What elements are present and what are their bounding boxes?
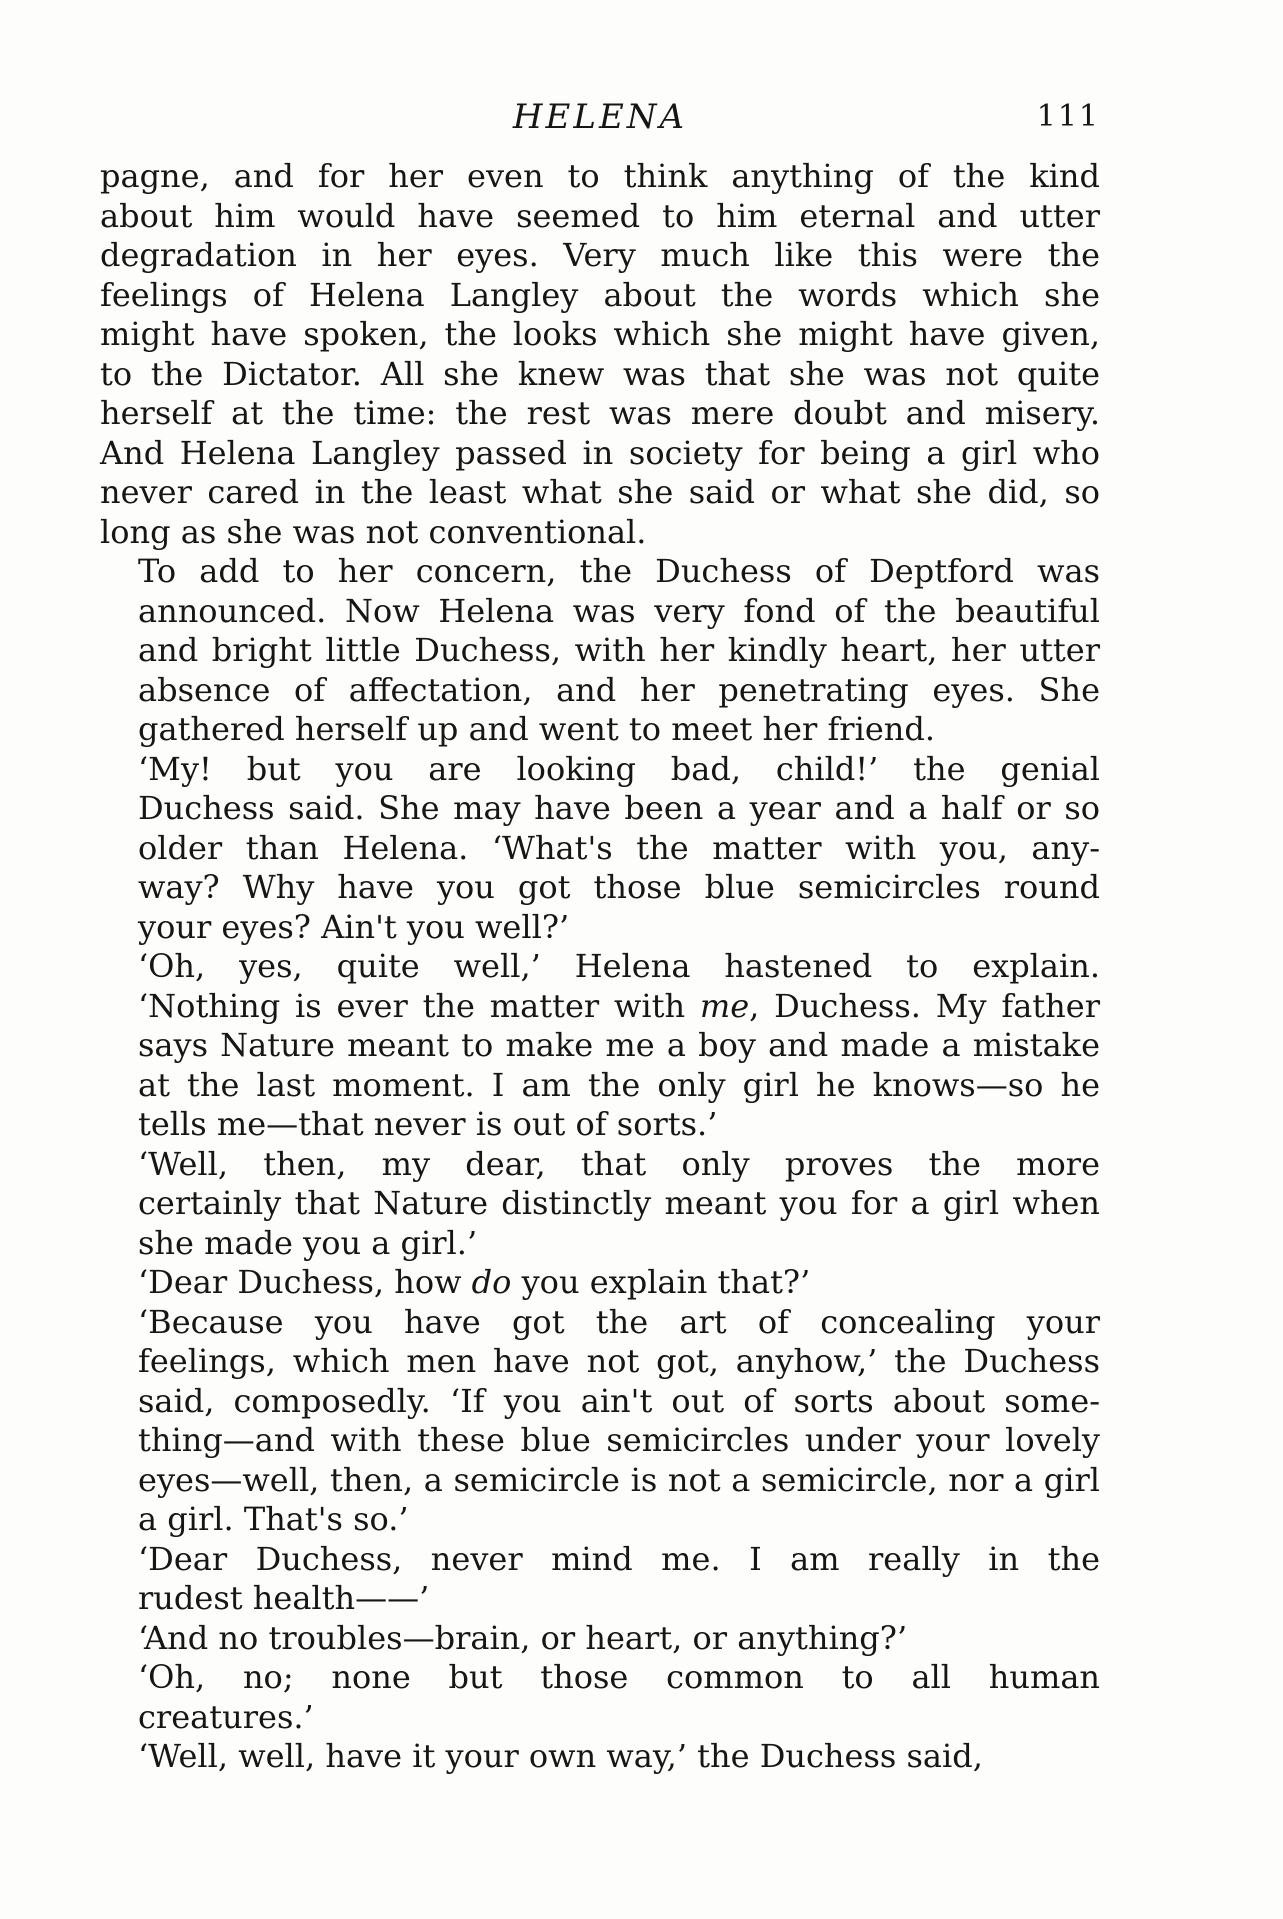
- text-line: rudest health——’: [138, 1579, 430, 1617]
- paragraph: [100, 552, 1100, 750]
- text-line: thing—and with these blue semicircles under your lovely: [138, 1421, 1100, 1459]
- text-line: ‘Because you have got the art of concealing your: [138, 1302, 1100, 1341]
- paragraph: [100, 1540, 1100, 1619]
- text-line: to the Dictator. All she knew was that she was not quite: [100, 354, 1100, 393]
- paragraph: [100, 157, 1100, 552]
- text-line: And Helena Langley passed in society for being a girl who: [100, 433, 1100, 472]
- text-line: and bright little Duchess, with her kindly heart, her utter: [138, 631, 1100, 669]
- page-number: 111: [1036, 99, 1100, 134]
- text-line: creatures.’: [138, 1697, 314, 1736]
- text-line: gathered herself up and went to meet her friend.: [138, 710, 936, 748]
- text-line: ‘Well, then, my dear, that only proves the more: [138, 1144, 1100, 1183]
- text-line: way? Why have you got those blue semicircles round: [138, 868, 1100, 906]
- text-line: degradation in her eyes. Very much like this were the: [100, 236, 1100, 274]
- text-line: ‘And no troubles—brain, or heart, or anything?’: [138, 1618, 908, 1657]
- paragraph: [100, 750, 1100, 948]
- running-title: HELENA: [512, 97, 688, 137]
- text-line: ‘Oh, no; none but those common to all human: [138, 1658, 1100, 1696]
- text-line: ‘Nothing is ever the matter with me, Duchess. My father: [138, 986, 1100, 1025]
- text-line: ‘Well, well, have it your own way,’ the Duchess said,: [138, 1737, 983, 1775]
- text-line: older than Helena. ‘What's the matter with you, any-: [138, 828, 1100, 867]
- text-line: never cared in the least what she said or what she did, so: [100, 473, 1100, 511]
- text-line: feelings, which men have not got, anyhow,’ the Duchess: [138, 1342, 1100, 1380]
- paragraph: [100, 1737, 1100, 1777]
- text-line: says Nature meant to make me a boy and made a mistake: [138, 1026, 1100, 1064]
- text-line: ‘Dear Duchess, how do you explain that?’: [138, 1263, 811, 1301]
- text-line: eyes—well, then, a semicircle is not a semicircle, nor a girl: [138, 1460, 1100, 1499]
- text-line: at the last moment. I am the only girl he knows—so he: [138, 1065, 1100, 1104]
- body-text: [100, 157, 1100, 1777]
- text-line: about him would have seemed to him eternal and utter: [100, 196, 1100, 235]
- text-line: To add to her concern, the Duchess of Deptford was: [138, 552, 1100, 590]
- text-line: certainly that Nature distinctly meant you for a girl when: [138, 1184, 1100, 1222]
- text-line: a girl. That's so.’: [138, 1500, 409, 1538]
- text-line: herself at the time: the rest was mere doubt and misery.: [100, 394, 1100, 432]
- text-line: she made you a girl.’: [138, 1223, 478, 1262]
- text-line: might have spoken, the looks which she might have given,: [100, 315, 1100, 353]
- text-line: feelings of Helena Langley about the words which she: [100, 275, 1100, 314]
- text-line: ‘Dear Duchess, never mind me. I am really in the: [138, 1539, 1100, 1578]
- text-line: absence of affectation, and her penetrating eyes. She: [138, 670, 1100, 709]
- text-line: long as she was not conventional.: [100, 512, 647, 551]
- text-line: pagne, and for her even to think anything of the kind: [100, 157, 1100, 195]
- paragraph: [100, 1619, 1100, 1659]
- text-line: announced. Now Helena was very fond of the beautiful: [138, 591, 1100, 630]
- text-line: your eyes? Ain't you well?’: [138, 907, 570, 946]
- text-line: said, composedly. ‘If you ain't out of sorts about some-: [138, 1381, 1100, 1420]
- paragraph: [100, 1303, 1100, 1540]
- text-line: tells me—that never is out of sorts.’: [138, 1105, 718, 1143]
- paragraph: [100, 1658, 1100, 1737]
- paragraph: [100, 1145, 1100, 1264]
- text-line: Duchess said. She may have been a year and a half or so: [138, 789, 1100, 827]
- text-line: ‘My! but you are looking bad, child!’ the genial: [138, 749, 1100, 788]
- paragraph: [100, 947, 1100, 1145]
- text-line: ‘Oh, yes, quite well,’ Helena hastened to explain.: [138, 947, 1100, 985]
- running-head: [100, 92, 1100, 142]
- paragraph: [100, 1263, 1100, 1303]
